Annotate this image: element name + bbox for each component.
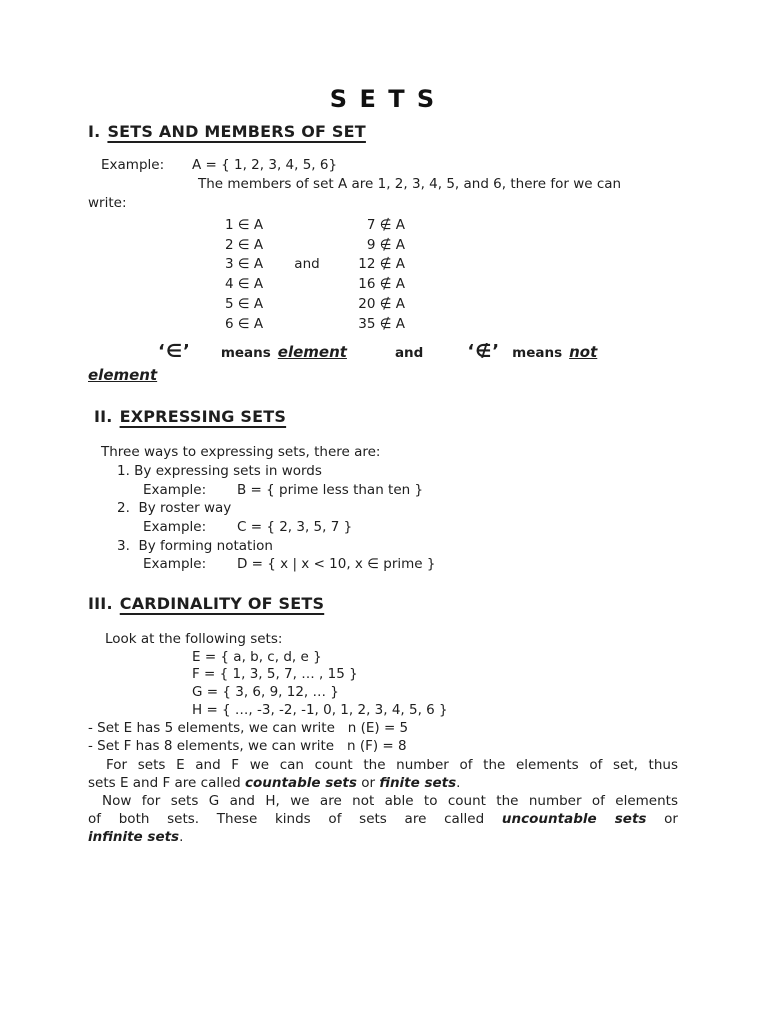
- member-in: 6 ∈ A: [225, 315, 264, 332]
- paragraph-1-line-2: [88, 774, 678, 792]
- paragraph-2-line-3: [88, 828, 678, 846]
- section-2-number: II.: [94, 407, 113, 427]
- set-d-definition: D = { x | x < 10, x ∈ prime }: [237, 556, 436, 573]
- legend-means-2: means: [512, 345, 563, 362]
- uncountable-sets-term: uncountable sets: [501, 810, 647, 827]
- member-notin: 35 ∉ A: [358, 315, 405, 332]
- paragraph-2-line-2: [88, 810, 678, 828]
- legend-not-word: not: [569, 343, 598, 362]
- legend-element-word: element: [277, 343, 347, 362]
- member-notin: 12 ∉ A: [358, 256, 405, 273]
- set-g-definition: G = { 3, 6, 9, 12, … }: [192, 683, 339, 700]
- element-of-symbol: ‘∈’: [158, 341, 191, 363]
- member-conjunction: [271, 216, 343, 236]
- member-in: 5 ∈ A: [225, 295, 264, 312]
- membership-row: [225, 216, 405, 236]
- member-conjunction: [271, 315, 343, 335]
- section-3-heading-text: CARDINALITY OF SETS: [119, 593, 325, 613]
- membership-row: [225, 275, 405, 295]
- member-in: 1 ∈ A: [225, 217, 264, 233]
- example-label: Example:: [143, 519, 207, 535]
- paragraph-text: or: [646, 810, 678, 827]
- paragraph-text: or: [356, 774, 380, 791]
- document-title: S E T S: [329, 85, 437, 113]
- example-a-note-line-2: write:: [88, 195, 127, 211]
- infinite-sets-term: infinite sets: [88, 828, 180, 845]
- set-f-definition: F = { 1, 3, 5, 7, … , 15 }: [192, 666, 358, 683]
- list-item-1-example: [143, 481, 678, 500]
- member-in: 2 ∈ A: [225, 236, 264, 253]
- legend-means-1: means: [220, 345, 271, 362]
- paragraph-text: sets E and F are called: [88, 774, 246, 791]
- set-b-definition: B = { prime less than ten }: [237, 481, 424, 498]
- section-2-heading: [94, 407, 678, 427]
- list-item-2-example: [143, 518, 678, 537]
- member-in: 3 ∈ A: [225, 256, 264, 273]
- member-conjunction: [271, 236, 343, 256]
- example-label: Example:: [101, 157, 165, 173]
- member-notin: 7 ∉ A: [366, 217, 405, 233]
- set-a-definition: A = { 1, 2, 3, 4, 5, 6}: [192, 157, 338, 173]
- section-2-heading-text: EXPRESSING SETS: [119, 407, 287, 427]
- section-2-intro: Three ways to expressing sets, there are:: [101, 444, 381, 461]
- membership-table: [225, 216, 405, 334]
- section-3-intro: Look at the following sets:: [105, 630, 283, 647]
- section-1-heading: [88, 122, 678, 142]
- list-item-1: 1. By expressing sets in words: [117, 463, 322, 480]
- paragraph-1-line-1: For sets E and F we can count the number of the elements of set, thus: [106, 756, 678, 773]
- section-3-heading: [88, 594, 678, 614]
- membership-row: [225, 236, 405, 256]
- member-conjunction: [271, 295, 343, 315]
- list-item-3: 3. By forming notation: [117, 537, 273, 554]
- paragraph-text: .: [179, 828, 184, 845]
- membership-row: [225, 315, 405, 335]
- section-3-number: III.: [88, 593, 113, 613]
- example-label: Example:: [143, 481, 207, 498]
- set-h-definition: H = { …, -3, -2, -1, 0, 1, 2, 3, 4, 5, 6 }: [192, 701, 448, 718]
- set-c-definition: C = { 2, 3, 5, 7 }: [237, 519, 353, 535]
- paragraph-text: of both sets. These kinds of sets are called: [88, 810, 502, 827]
- membership-row: [225, 255, 405, 275]
- member-in: 4 ∈ A: [225, 276, 264, 293]
- section-1-heading-text: SETS AND MEMBERS OF SET: [107, 122, 366, 141]
- list-item-2: 2. By roster way: [117, 500, 232, 517]
- symbol-legend-line-2: [88, 365, 678, 385]
- example-a-note-line-1: The members of set A are 1, 2, 3, 4, 5, and 6, there for we can: [198, 176, 622, 192]
- member-conjunction: [271, 275, 343, 295]
- paragraph-text: .: [456, 774, 461, 791]
- example-a-line: [101, 156, 678, 175]
- legend-element-word-2: element: [88, 366, 158, 385]
- legend-and-word: and: [394, 345, 424, 362]
- cardinality-note-f: - Set F has 8 elements, we can write n (F) = 8: [88, 738, 407, 755]
- member-notin: 20 ∉ A: [358, 295, 405, 312]
- not-element-of-symbol: ‘∉’: [467, 341, 501, 363]
- symbol-legend-line-1: [158, 340, 678, 365]
- membership-row: [225, 295, 405, 315]
- section-1-number: I.: [88, 122, 101, 141]
- example-label: Example:: [143, 556, 207, 573]
- finite-sets-term: finite sets: [379, 774, 457, 791]
- member-notin: 16 ∉ A: [358, 276, 405, 293]
- list-item-3-example: [143, 555, 678, 574]
- member-conjunction: and: [294, 256, 320, 273]
- set-e-definition: E = { a, b, c, d, e }: [192, 648, 322, 665]
- paragraph-2-line-1: Now for sets G and H, we are not able to count the number of elements: [102, 792, 678, 809]
- countable-sets-term: countable sets: [245, 774, 357, 791]
- cardinality-note-e: - Set E has 5 elements, we can write n (E) = 5: [88, 720, 409, 737]
- member-notin: 9 ∉ A: [366, 236, 405, 253]
